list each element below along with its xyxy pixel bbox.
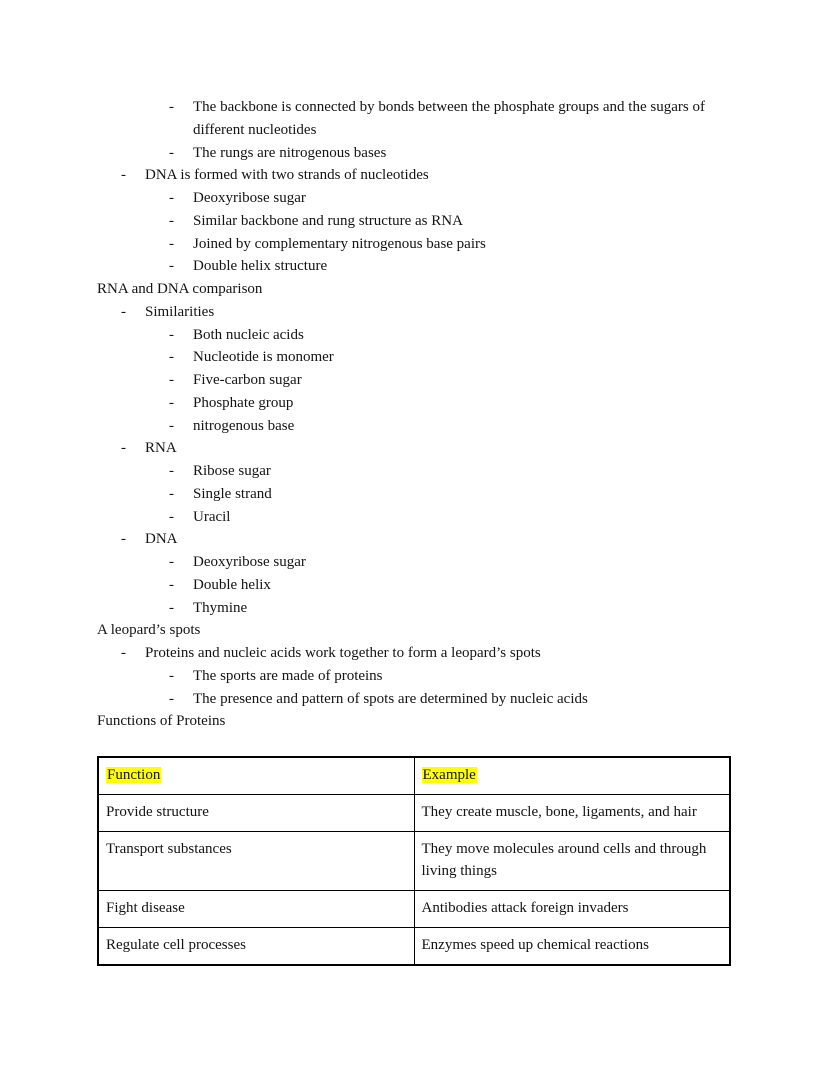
outline-text: A leopard’s spots — [97, 622, 201, 639]
outline-heading — [97, 710, 731, 733]
table-row — [98, 794, 730, 831]
outline-item — [97, 392, 731, 415]
outline-heading — [97, 278, 731, 301]
outline-item — [97, 483, 731, 506]
outline-text: The rungs are nitrogenous bases — [193, 144, 387, 161]
outline-item — [97, 688, 731, 711]
outline-text: Thymine — [193, 599, 248, 616]
outline-text: Nucleotide is monomer — [193, 349, 334, 366]
dash-bullet: - — [169, 372, 174, 388]
outline-item — [97, 415, 731, 438]
outline-item — [97, 324, 731, 347]
outline-text: DNA is formed with two strands of nucleotides — [145, 167, 429, 184]
outline-text: Double helix — [193, 576, 271, 593]
outline-item — [97, 96, 731, 142]
dash-bullet: - — [169, 576, 174, 593]
highlighted-text: Example — [422, 767, 476, 783]
table-cell-function: Fight disease — [98, 891, 414, 928]
outline-item — [97, 187, 731, 210]
protein-functions-table — [97, 756, 731, 966]
table-header-cell-function — [98, 757, 414, 794]
dash-bullet: - — [121, 303, 126, 320]
outline-item — [97, 460, 731, 483]
highlighted-text: Function — [107, 767, 161, 783]
dash-bullet: - — [169, 667, 174, 684]
dash-bullet: - — [169, 508, 174, 525]
outline-item — [97, 164, 731, 187]
outline-item — [97, 665, 731, 688]
dash-bullet: - — [169, 463, 174, 479]
dash-bullet: - — [169, 394, 174, 411]
dash-bullet: - — [169, 485, 174, 502]
table-cell-function: Regulate cell processes — [98, 927, 414, 964]
table-cell-example: They move molecules around cells and through living things — [414, 831, 730, 891]
outline-text: Similarities — [145, 303, 215, 320]
table-cell-example: Antibodies attack foreign invaders — [414, 891, 730, 928]
outline-item — [97, 506, 731, 529]
dash-bullet: - — [121, 440, 126, 457]
outline-text: Deoxyribose sugar — [193, 554, 306, 570]
outline-text: Phosphate group — [193, 394, 294, 411]
dash-bullet: - — [121, 167, 126, 184]
dash-bullet: - — [169, 212, 174, 229]
table-cell-example: They create muscle, bone, ligaments, and hair — [414, 794, 730, 831]
outline-item — [97, 551, 731, 574]
dash-bullet: - — [169, 599, 174, 616]
outline-text: Double helix structure — [193, 258, 328, 275]
outline-item — [97, 528, 731, 551]
outline-item — [97, 301, 731, 324]
protein-table-head — [98, 757, 730, 794]
table-row — [98, 927, 730, 964]
outline-item — [97, 437, 731, 460]
dash-bullet: - — [169, 190, 174, 206]
table-header-row — [98, 757, 730, 794]
protein-table-body — [98, 794, 730, 964]
outline-text: Proteins and nucleic acids work together to form a leopard’s spots — [145, 645, 541, 661]
outline-text: DNA — [145, 531, 178, 548]
dash-bullet: - — [169, 417, 174, 434]
outline-text: The sports are made of proteins — [193, 667, 383, 684]
dash-bullet: - — [169, 235, 174, 252]
outline-item — [97, 210, 731, 233]
outline-text: Joined by complementary nitrogenous base pairs — [193, 235, 486, 252]
outline-text: Deoxyribose sugar — [193, 190, 306, 206]
dash-bullet: - — [121, 645, 126, 661]
dash-bullet: - — [169, 144, 174, 161]
outline-text: The presence and pattern of spots are determined by nucleic acids — [193, 690, 588, 707]
outline-text: Similar backbone and rung structure as RNA — [193, 212, 463, 229]
outline-text: Uracil — [193, 508, 231, 525]
outline-text: Ribose sugar — [193, 463, 271, 479]
outline-text: Functions of Proteins — [97, 713, 226, 730]
outline-item — [97, 574, 731, 597]
table-header-cell-example — [414, 757, 730, 794]
outline-text: RNA and DNA comparison — [97, 281, 263, 297]
dash-bullet: - — [169, 554, 174, 570]
outline-text: Five-carbon sugar — [193, 372, 302, 388]
table-cell-example: Enzymes speed up chemical reactions — [414, 927, 730, 964]
dash-bullet: - — [169, 258, 174, 275]
outline-text: RNA — [145, 440, 177, 457]
outline-text: Single strand — [193, 485, 272, 502]
outline-item — [97, 369, 731, 392]
table-cell-function: Transport substances — [98, 831, 414, 891]
table-cell-function: Provide structure — [98, 794, 414, 831]
outline-item — [97, 233, 731, 256]
outline-text: Both nucleic acids — [193, 326, 304, 343]
outline-item — [97, 642, 731, 665]
dash-bullet: - — [169, 690, 174, 707]
table-row — [98, 831, 730, 891]
outline-item — [97, 255, 731, 278]
outline — [97, 96, 731, 733]
table-row — [98, 891, 730, 928]
dash-bullet: - — [169, 99, 174, 115]
outline-item — [97, 142, 731, 165]
dash-bullet: - — [169, 326, 174, 343]
outline-item — [97, 597, 731, 620]
outline-text: The backbone is connected by bonds between the phosphate groups and the sugars of different nucleotides — [193, 99, 705, 138]
dash-bullet: - — [121, 531, 126, 548]
outline-item — [97, 346, 731, 369]
outline-text: nitrogenous base — [193, 417, 295, 434]
outline-heading — [97, 619, 731, 642]
dash-bullet: - — [169, 349, 174, 366]
